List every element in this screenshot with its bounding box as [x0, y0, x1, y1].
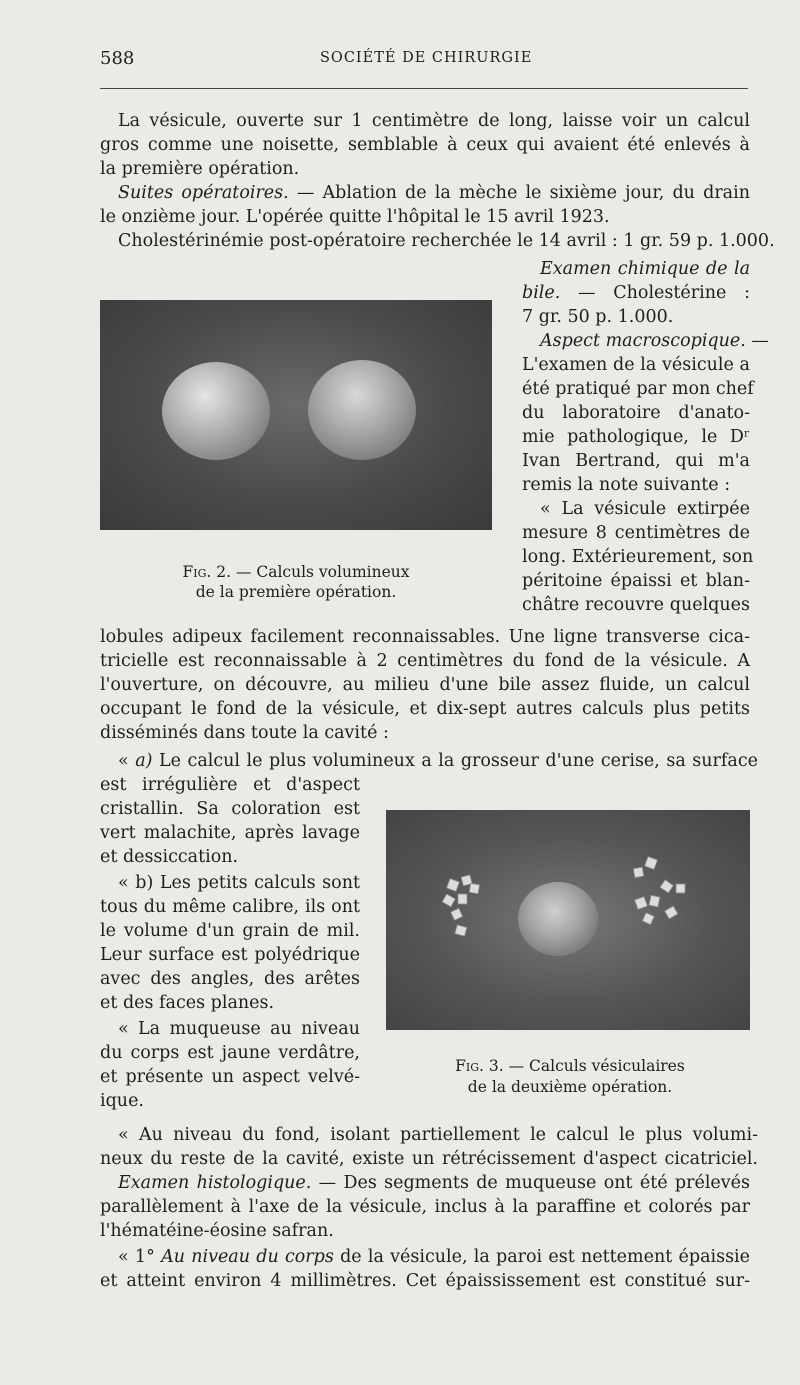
text-line: Ivan Bertrand, qui m'a	[522, 451, 750, 471]
text-line: châtre recouvre quelques	[522, 595, 750, 615]
figure-3-caption-line: de la deuxième opération.	[467, 1078, 673, 1096]
text-line: tous du même calibre, ils ont	[100, 897, 360, 917]
text-line: « b) Les petits calculs sont	[118, 873, 360, 893]
text-line: cristallin. Sa coloration est	[100, 799, 360, 819]
running-title: SOCIÉTÉ DE CHIRURGIE	[320, 50, 533, 66]
text-line: « Au niveau du fond, isolant partiellement le calcul le plus volumi-	[118, 1125, 758, 1145]
text-line: avec des angles, des arêtes	[100, 969, 360, 989]
section-italic: Au niveau du corps	[161, 1247, 334, 1267]
figure-2-caption	[168, 562, 424, 583]
text-line: parallèlement à l'axe de la vésicule, inclus à la paraffine et colorés par	[100, 1197, 750, 1217]
text-line: long. Extérieurement, son	[522, 547, 754, 567]
text-line: 7 gr. 50 p. 1.000.	[522, 307, 674, 327]
text-line: tricielle est reconnaissable à 2 centimètres du fond de la vésicule. A	[100, 651, 750, 671]
text-line	[118, 1246, 750, 1268]
figure-2-label: Fig. 2.	[182, 563, 232, 581]
text-line: « La muqueuse au niveau	[118, 1019, 360, 1039]
figure-3-label: Fig. 3.	[455, 1057, 504, 1075]
text-line: vert malachite, après lavage	[100, 823, 360, 843]
figure-2-caption-line: de la première opération.	[195, 583, 397, 601]
text-line: L'examen de la vésicule a	[522, 355, 750, 375]
text-line: été pratiqué par mon chef	[522, 379, 754, 399]
text-line: ique.	[100, 1091, 144, 1111]
section-text: de la vésicule, la paroi est nettement épaissie	[333, 1247, 751, 1267]
item-letter: a)	[135, 751, 153, 771]
text-line: l'hématéine-éosine safran.	[100, 1221, 334, 1241]
text-line: et des faces planes.	[100, 993, 275, 1013]
text-line: « La vésicule extirpée	[540, 499, 750, 519]
text-line: lobules adipeux facilement reconnaissables. Une ligne transverse cica-	[100, 627, 750, 647]
text-line: Cholestérinémie post-opératoire recherchée le 14 avril : 1 gr. 59 p. 1.000.	[118, 231, 775, 251]
figure-2-photo	[100, 300, 492, 530]
suites-heading: Suites opératoires.	[118, 183, 289, 203]
text-line	[118, 182, 750, 204]
header-rule	[100, 88, 748, 89]
text-line: Leur surface est polyédrique	[100, 945, 360, 965]
figure-3-caption	[440, 1056, 700, 1077]
aspect-dash: —	[745, 331, 769, 351]
text-line: mesure 8 centimètres de	[522, 523, 750, 543]
text-line	[522, 282, 750, 304]
histo-heading: Examen histologique.	[118, 1173, 312, 1193]
text-line: du corps est jaune verdâtre,	[100, 1043, 360, 1063]
text-line: disséminés dans toute la cavité :	[100, 723, 389, 743]
text-line: neux du reste de la cavité, existe un rétrécissement d'aspect cicatriciel.	[100, 1149, 758, 1169]
figure-3-caption-text: — Calculs vésiculaires	[503, 1057, 685, 1075]
item-text: Le calcul le plus volumineux a la grosseur d'une cerise, sa surface	[152, 751, 758, 771]
text-line	[118, 1172, 750, 1194]
text-line: La vésicule, ouverte sur 1 centimètre de long, laisse voir un calcul	[118, 111, 750, 131]
large-gallstone	[308, 360, 416, 460]
text-line: remis la note suivante :	[522, 475, 731, 495]
text-line: du laboratoire d'anato-	[522, 403, 750, 423]
examen-chim-heading: bile.	[522, 283, 561, 303]
aspect-heading: Aspect macroscopique.	[540, 331, 746, 351]
examen-chim-text: — Cholestérine :	[560, 283, 750, 303]
histo-text: — Des segments de muqueuse ont été prélevés	[311, 1173, 750, 1193]
page-number: 588	[100, 48, 135, 69]
small-gallstones	[386, 810, 750, 1030]
text-line: et dessiccation.	[100, 847, 239, 867]
large-gallstone	[162, 362, 270, 460]
text-line: le volume d'un grain de mil.	[100, 921, 360, 941]
text-line: péritoine épaissi et blan-	[522, 571, 750, 591]
item-number: « 1°	[118, 1247, 162, 1267]
text-line: Examen chimique de la	[540, 259, 750, 279]
text-line: gros comme une noisette, semblable à ceux qui avaient été enlevés à	[100, 135, 750, 155]
suites-text: — Ablation de la mèche le sixième jour, du drain	[288, 183, 750, 203]
text-line: est irrégulière et d'aspect	[100, 775, 360, 795]
text-line: occupant le fond de la vésicule, et dix-sept autres calculs plus petits	[100, 699, 750, 719]
text-line: l'ouverture, on découvre, au milieu d'une bile assez fluide, un calcul	[100, 675, 750, 695]
text-line	[540, 330, 769, 352]
quote-mark: «	[118, 751, 136, 771]
text-line: mie pathologique, le Dʳ	[522, 427, 750, 447]
text-line: le onzième jour. L'opérée quitte l'hôpital le 15 avril 1923.	[100, 207, 610, 227]
text-line: et présente un aspect velvé-	[100, 1067, 360, 1087]
figure-3-photo	[386, 810, 750, 1030]
text-line	[118, 750, 758, 772]
text-line: la première opération.	[100, 159, 300, 179]
figure-2-caption-text: — Calculs volumineux	[231, 563, 410, 581]
text-line: et atteint environ 4 millimètres. Cet épaississement est constitué sur-	[100, 1271, 750, 1291]
